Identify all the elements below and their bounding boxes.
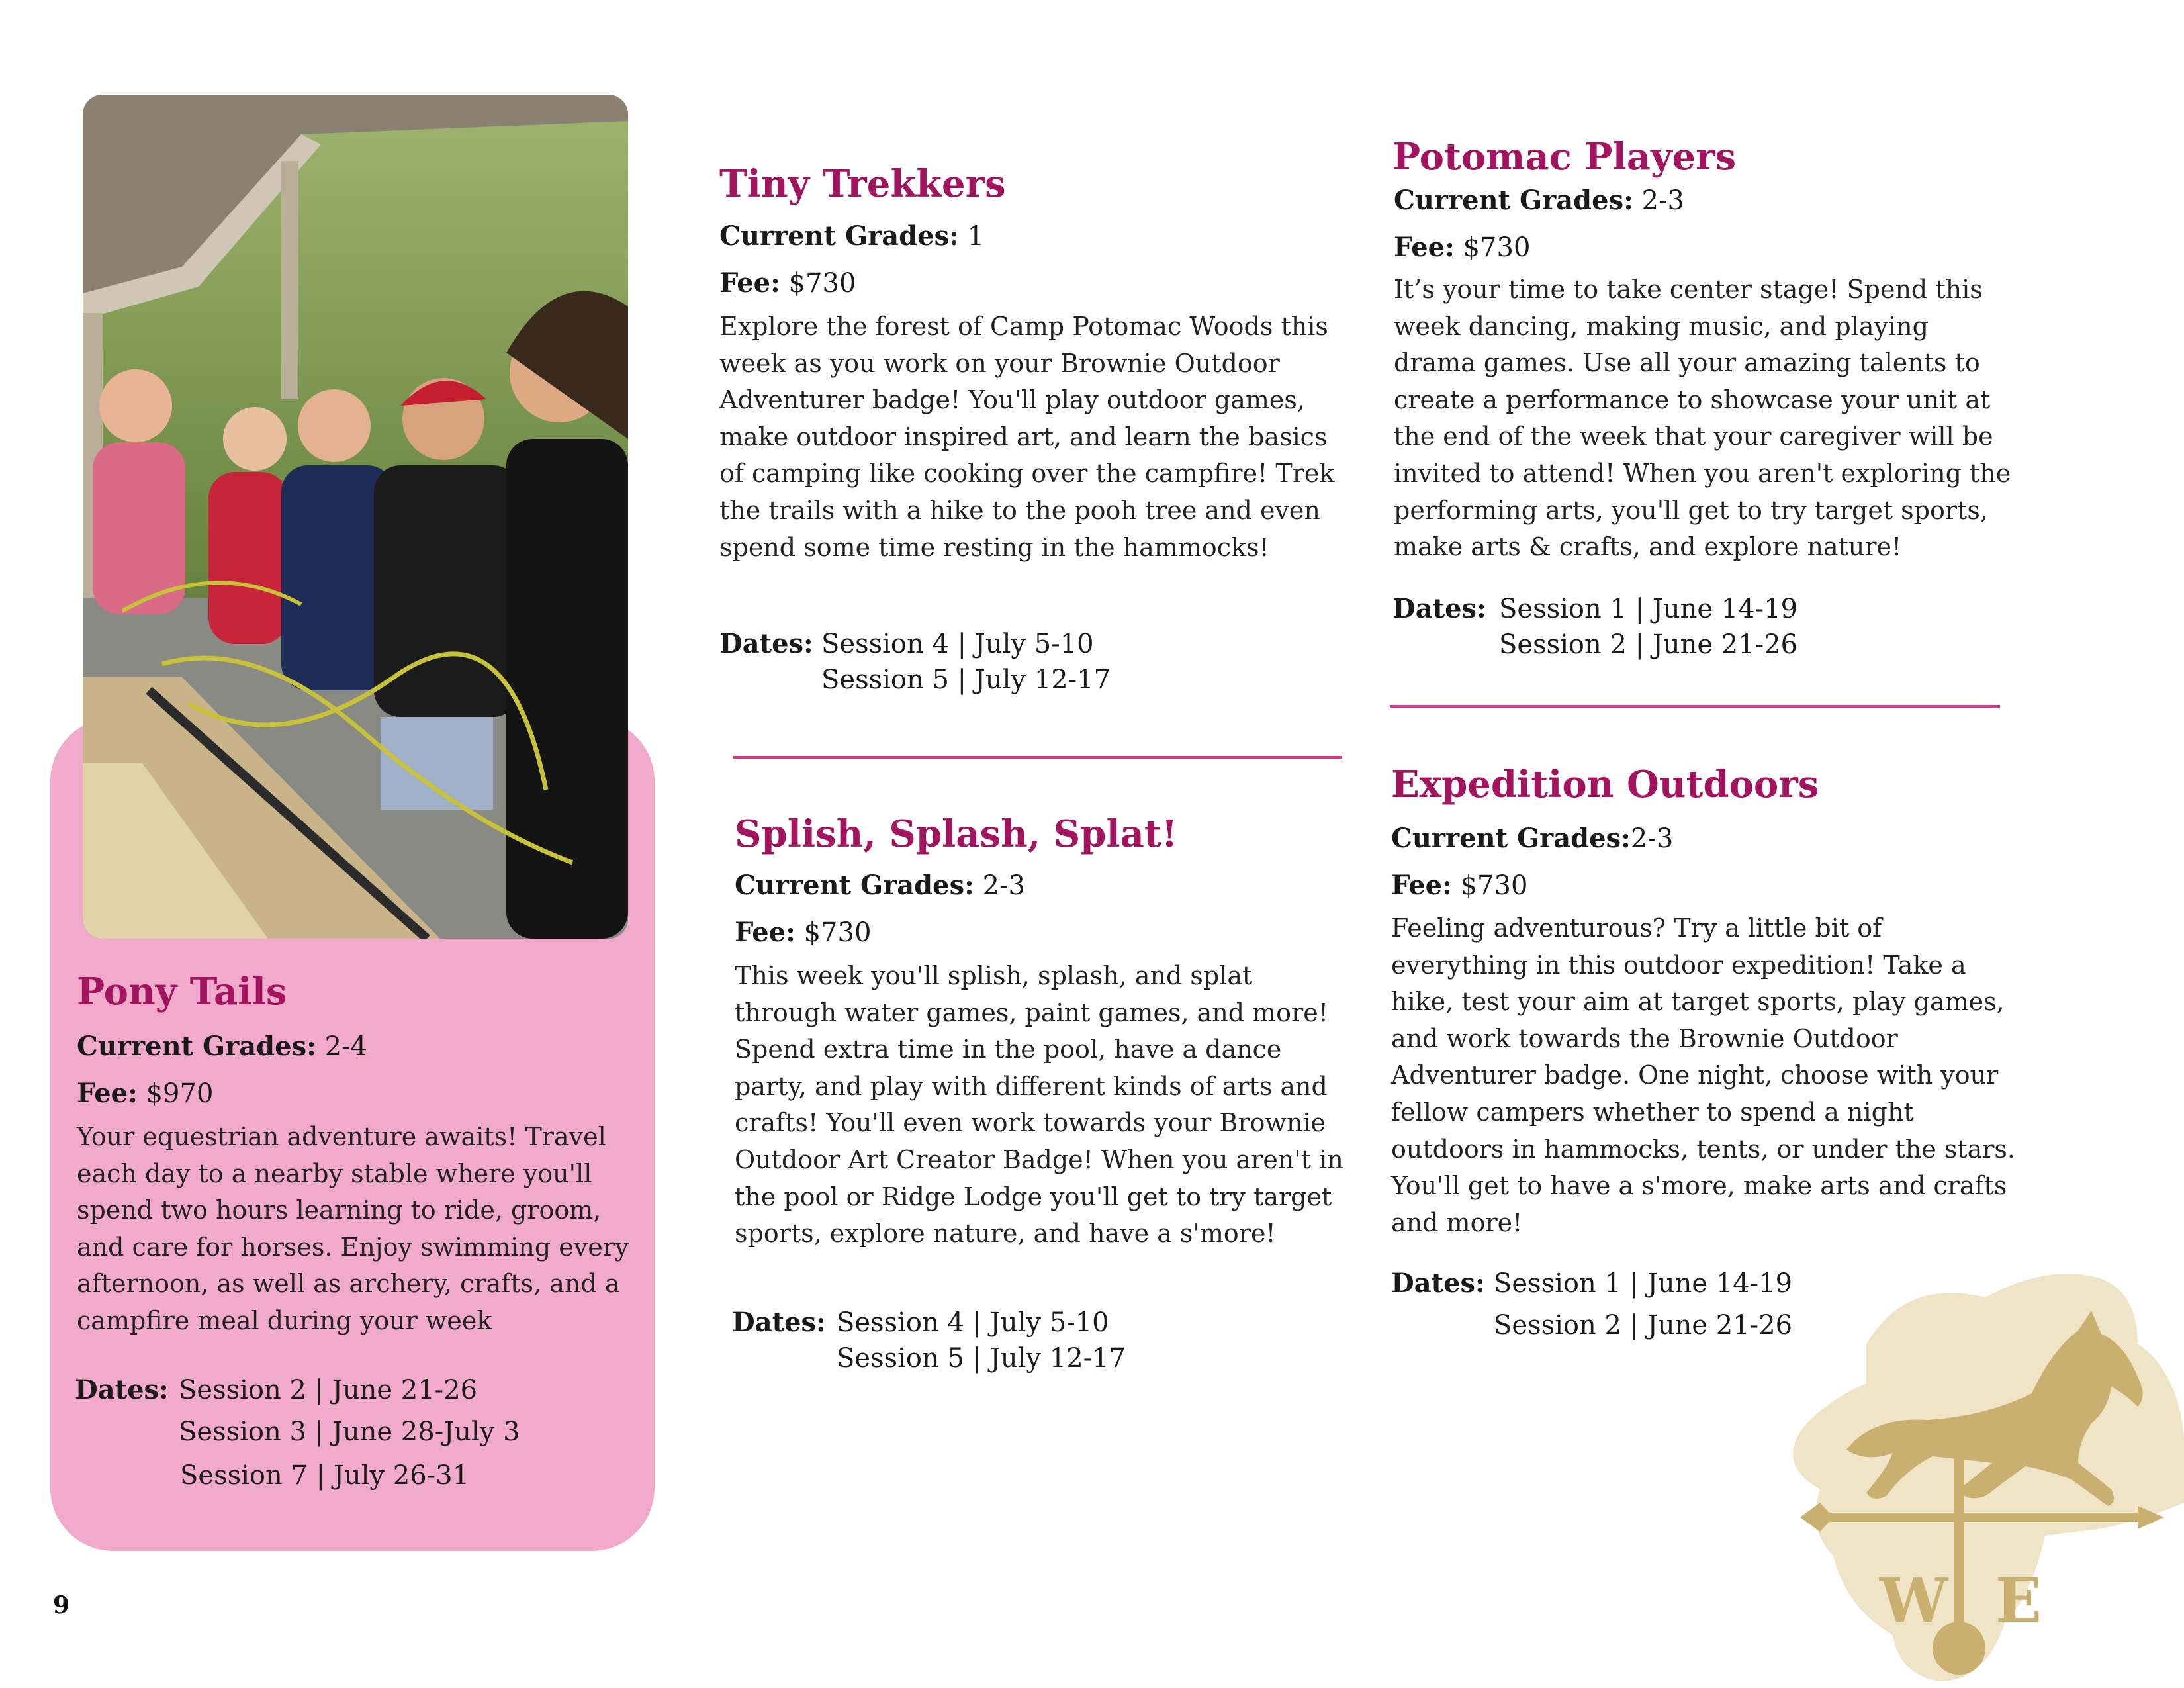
fee-label: Fee:	[77, 1078, 138, 1109]
grades-value: 2-3	[1630, 823, 1674, 854]
potomac-players-grades	[1394, 185, 1684, 216]
grades-value: 1	[967, 221, 985, 252]
grades-value: 2-4	[324, 1031, 367, 1062]
dates-label: Dates:	[1391, 1268, 1485, 1299]
dates-label: Dates:	[732, 1307, 826, 1338]
splish-splash-description: This week you'll splish, splash, and splat through water games, paint games, and more! Spend extra time in the pool, have a dance party, and play with different kinds of arts and crafts! You'll even work towards your Brownie Outdoor Art Creator Badge! When you aren't in the pool or Ridge Lodge you'll get to try target sports, explore nature, and have a s'more!	[735, 961, 1343, 1248]
grades-value: 2-3	[982, 870, 1025, 901]
dates-label: Dates:	[75, 1374, 169, 1405]
fee-label: Fee:	[1394, 232, 1455, 263]
fee-label: Fee:	[735, 917, 796, 948]
horse-weathervane-icon	[1767, 1251, 2184, 1688]
potomac-players-title: Potomac Players	[1392, 135, 1737, 179]
expedition-outdoors-dates	[1391, 1268, 1485, 1299]
pony-tails-session: Session 7 | July 26-31	[180, 1460, 470, 1491]
grades-label: Current Grades:	[1394, 185, 1633, 216]
fee-value: $730	[788, 268, 856, 299]
splish-splash-title: Splish, Splash, Splat!	[735, 812, 1178, 856]
potomac-players-dates	[1392, 593, 1486, 625]
camp-photo	[83, 95, 628, 939]
splish-splash-dates	[732, 1307, 826, 1338]
grades-label: Current Grades:	[1391, 823, 1631, 854]
tiny-trekkers-dates	[719, 628, 813, 660]
fee-value: $730	[1460, 870, 1528, 901]
fee-label: Fee:	[719, 267, 780, 299]
splish-splash-fee	[735, 917, 871, 949]
pony-tails-dates	[75, 1374, 169, 1406]
expedition-outdoors-grades	[1391, 823, 1673, 855]
fee-value: $970	[146, 1078, 214, 1109]
svg-text:W: W	[1880, 1565, 1948, 1636]
dates-label: Dates:	[719, 628, 813, 659]
section-divider	[1390, 705, 2000, 708]
potomac-players-description: It’s your time to take center stage! Spend this week dancing, making music, and playing drama games. Use all your amazing talents to create a performance to showcase your unit at the end of the week that your caregiver will be invited to attend! When you aren't exploring the performing arts, you'll get to try target sports, make arts & crafts, and explore nature!	[1394, 275, 2011, 562]
potomac-players-session: Session 1 | June 14-19	[1499, 594, 1798, 624]
splish-splash-grades	[735, 870, 1025, 902]
expedition-outdoors-session: Session 1 | June 14-19	[1494, 1268, 1793, 1299]
expedition-outdoors-session: Session 2 | June 21-26	[1494, 1310, 1793, 1340]
expedition-outdoors-fee	[1391, 870, 1527, 902]
grades-label: Current Grades:	[719, 220, 959, 252]
fee-value: $730	[1463, 232, 1531, 263]
fee-label: Fee:	[1391, 870, 1452, 901]
tiny-trekkers-session: Session 5 | July 12-17	[821, 665, 1111, 695]
page-number: 9	[53, 1591, 70, 1619]
pony-tails-session: Session 2 | June 21-26	[179, 1375, 478, 1405]
pony-tails-description: Your equestrian adventure awaits! Travel each day to a nearby stable where you'll spend two hours learning to ride, groom, and care for horses. Enjoy swimming every afternoon, as well as archery, crafts, and a campfire meal during your week	[77, 1122, 629, 1335]
potomac-players-fee	[1394, 232, 1530, 263]
pony-tails-grades	[77, 1031, 367, 1062]
tiny-trekkers-title: Tiny Trekkers	[719, 162, 1006, 206]
tiny-trekkers-grades	[719, 220, 984, 252]
svg-text:E: E	[1995, 1565, 2042, 1636]
splish-splash-session: Session 5 | July 12-17	[837, 1343, 1126, 1374]
photo-of-girls-with-ropes-icon	[83, 95, 628, 939]
tiny-trekkers-fee	[719, 267, 856, 299]
section-divider	[733, 756, 1342, 759]
grades-value: 2-3	[1641, 185, 1684, 216]
tiny-trekkers-session: Session 4 | July 5-10	[821, 629, 1094, 659]
splish-splash-session: Session 4 | July 5-10	[837, 1307, 1109, 1338]
expedition-outdoors-description: Feeling adventurous? Try a little bit of everything in this outdoor expedition! Take a hike, test your aim at target sports, play games, and work towards the Brownie Outdoor Adventurer badge. One night, choose with your fellow campers whether to spend a night outdoors in hammocks, tents, or under the stars. You'll get to have a s'more, make arts and crafts and more!	[1391, 914, 2015, 1237]
dates-label: Dates:	[1392, 593, 1486, 624]
expedition-outdoors-title: Expedition Outdoors	[1391, 763, 1819, 806]
pony-tails-session: Session 3 | June 28-July 3	[179, 1417, 520, 1447]
grades-label: Current Grades:	[77, 1031, 316, 1062]
pony-tails-title: Pony Tails	[77, 970, 287, 1013]
pony-tails-fee	[77, 1078, 213, 1109]
grades-label: Current Grades:	[735, 870, 974, 901]
tiny-trekkers-description: Explore the forest of Camp Potomac Woods this week as you work on your Brownie Outdoor Adventurer badge! You'll play outdoor games, make outdoor inspired art, and learn the basics of camping like cooking over the campfire! Trek the trails with a hike to the pooh tree and even spend some time resting in the hammocks!	[719, 312, 1335, 562]
potomac-players-session: Session 2 | June 21-26	[1499, 630, 1798, 660]
fee-value: $730	[803, 917, 872, 948]
